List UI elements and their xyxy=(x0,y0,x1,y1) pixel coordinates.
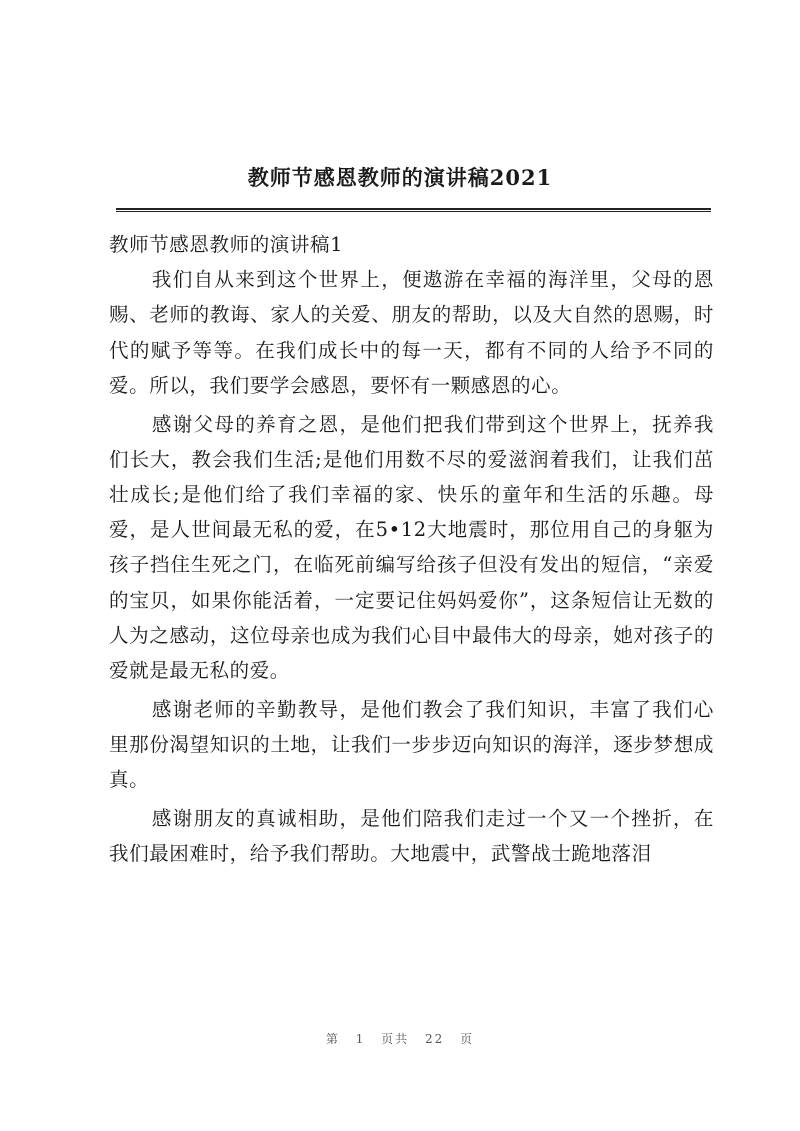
section-heading: 教师节感恩教师的演讲稿1 xyxy=(109,233,344,256)
document-title: 教师节感恩教师的演讲稿2021 xyxy=(247,165,553,190)
page-number-footer: 第 1 页共 22 页 xyxy=(325,1032,475,1046)
title-divider xyxy=(116,208,711,212)
paragraph-1: 我们自从来到这个世界上，便遨游在幸福的海洋里，父母的恩赐、老师的教诲、家人的关爱、朋友的帮助，以及大自然的恩赐，时代的赋予等等。在我们成长中的每一天，都有不同的人给予不同的爱。所以，我们要学会感恩，要怀有一颗感恩的心。 xyxy=(109,268,714,397)
document-body xyxy=(109,227,714,871)
paragraph-2: 感谢父母的养育之恩，是他们把我们带到这个世界上，抚养我们长大，教会我们生活;是他们用数不尽的爱滋润着我们，让我们茁壮成长;是他们给了我们幸福的家、快乐的童年和生活的乐趣。母爱，是人世间最无私的爱，在5•12大地震时，那位用自己的身躯为孩子挡住生死之门，在临死前编写给孩子但没有发出的短信，“亲爱的宝贝，如果你能活着，一定要记住妈妈爱你”，这条短信让无数的人为之感动，这位母亲也成为我们心目中最伟大的母亲，她对孩子的爱就是最无私的爱。 xyxy=(109,412,714,682)
paragraph-3: 感谢老师的辛勤教导，是他们教会了我们知识，丰富了我们心里那份渴望知识的土地，让我们一步步迈向知识的海洋，逐步梦想成真。 xyxy=(109,697,714,792)
paragraph-4: 感谢朋友的真诚相助，是他们陪我们走过一个又一个挫折，在我们最困难时，给予我们帮助。大地震中，武警战士跪地落泪 xyxy=(109,806,714,865)
